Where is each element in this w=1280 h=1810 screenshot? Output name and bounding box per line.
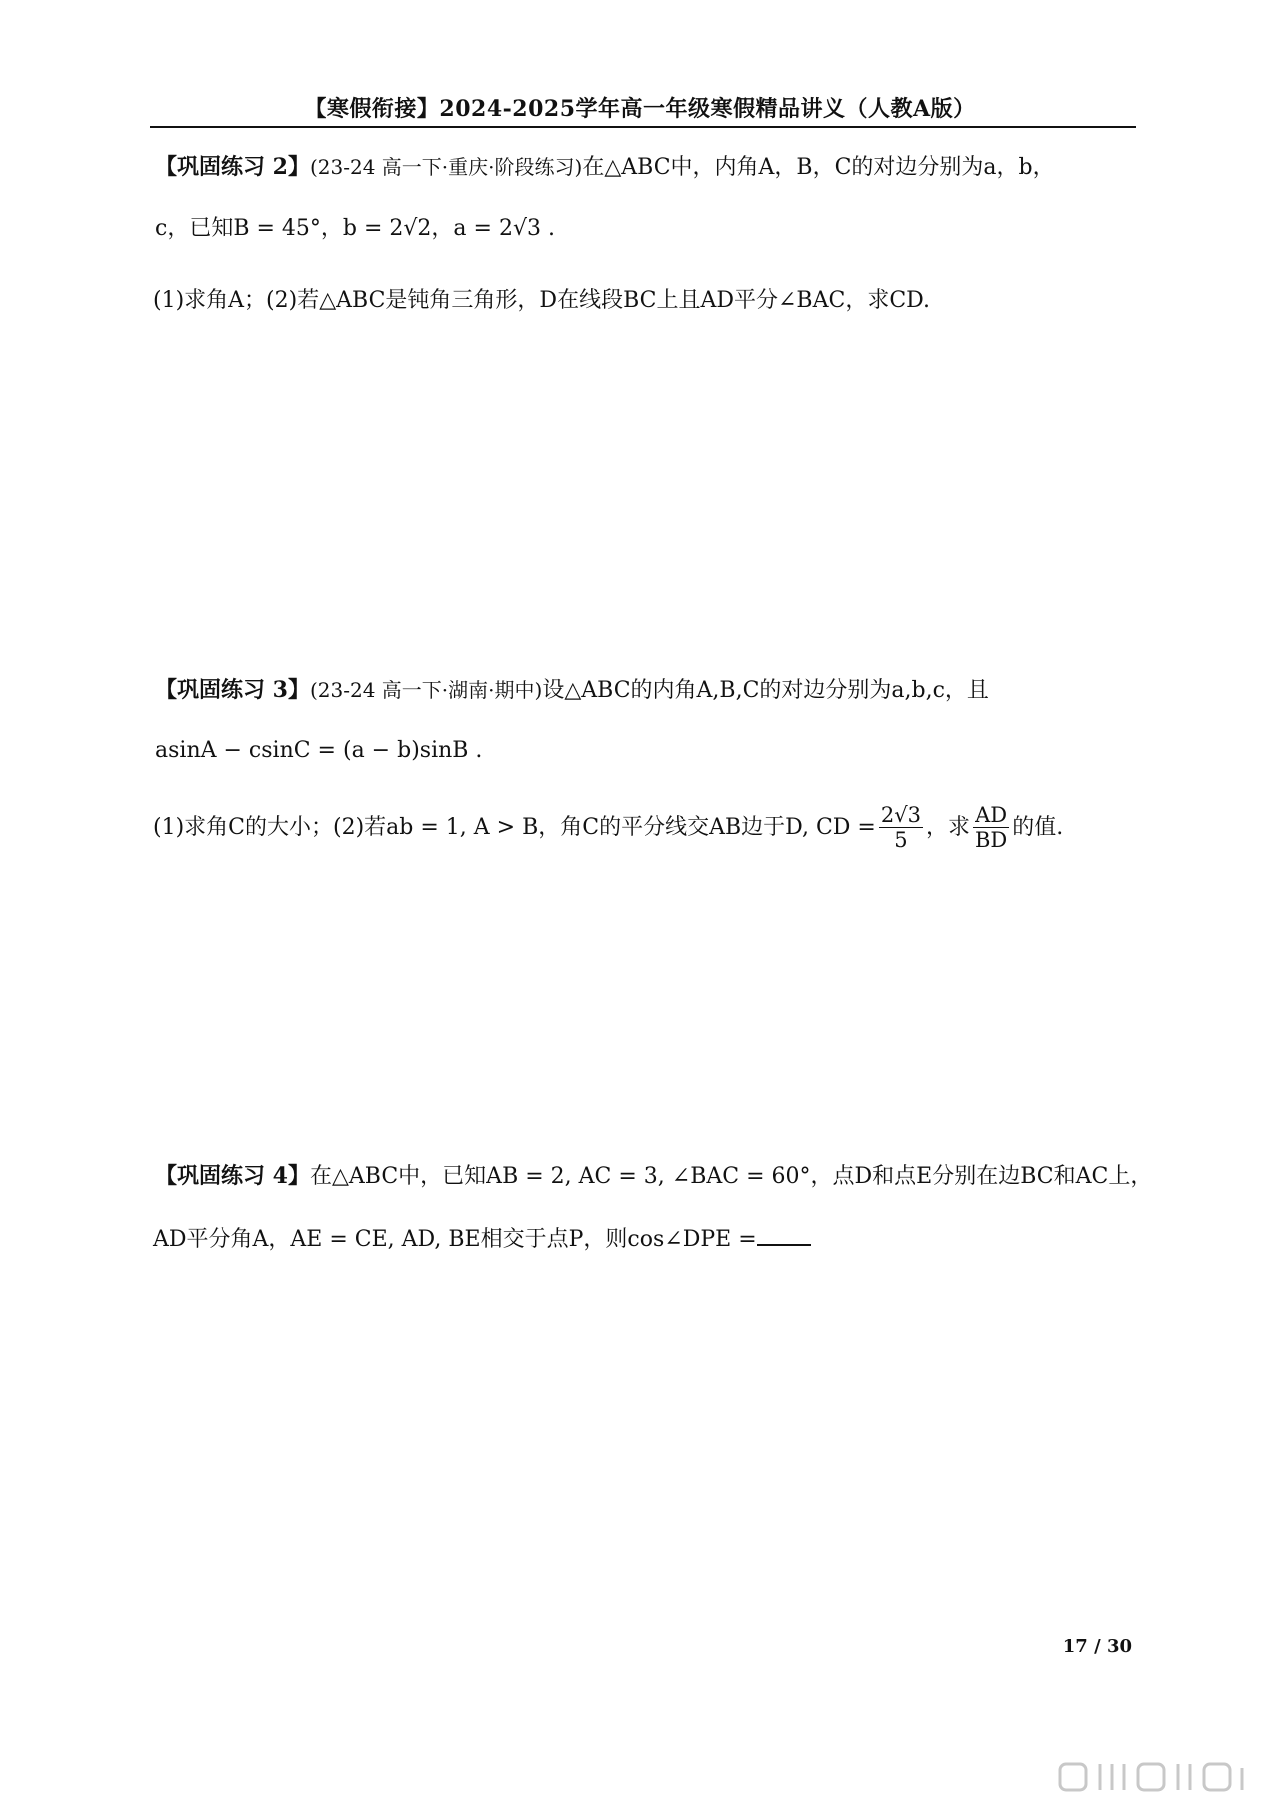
- exercise-3-parts-b: ，求: [925, 814, 970, 840]
- exercise-2-line-1: [155, 156, 1055, 179]
- exercise-3-source: (23-24 高一下·湖南·期中): [309, 678, 543, 702]
- answer-blank: [757, 1226, 811, 1246]
- exercise-3-parts-a: (1)求角C的大小；(2)若ab = 1, A > B，角C的平分线交AB边于D, CD =: [153, 814, 876, 840]
- exercise-2-tag: 【巩固练习 2】: [155, 154, 310, 180]
- exercise-3-tag: 【巩固练习 3】: [155, 677, 310, 703]
- fraction-ad-bd: [973, 803, 1009, 852]
- exercise-3-stem-1: 设△ABC的内角A,B,C的对边分别为a,b,c，且: [542, 678, 989, 703]
- exercise-3-parts: [153, 803, 1063, 852]
- exercise-2-parts: (1)求角A；(2)若△ABC是钝角三角形，D在线段BC上且AD平分∠BAC，求CD.: [153, 288, 931, 313]
- exercise-4-stem-1: 在△ABC中，已知AB = 2, AC = 3, ∠BAC = 60°，点D和点E分别在边BC和AC上，: [309, 1164, 1153, 1189]
- watermark-logo: [1056, 1758, 1252, 1796]
- exercise-2-stem-1: 在△ABC中，内角A，B，C的对边分别为a，b，: [582, 155, 1055, 180]
- exercise-4-stem-2: AD平分角A，AE = CE, AD, BE相交于点P，则cos∠DPE =: [153, 1227, 757, 1252]
- fraction-cd-denominator: 5: [894, 828, 908, 853]
- exercise-2-source: (23-24 高一下·重庆·阶段练习): [309, 155, 583, 179]
- exercise-3-stem-2: asinA − csinC = (a − b)sinB .: [155, 738, 483, 763]
- fraction-cd: [879, 803, 923, 852]
- page-number: 17 / 30: [1062, 1636, 1132, 1657]
- exercise-4-tag: 【巩固练习 4】: [155, 1163, 310, 1189]
- header-rule: [150, 126, 1136, 128]
- exercise-4-line-2: [153, 1226, 811, 1251]
- exercise-3-line-1: [155, 679, 989, 702]
- page-header: 【寒假衔接】2024-2025学年高一年级寒假精品讲义（人教A版）: [304, 96, 976, 122]
- fraction-ad-bd-numerator: AD: [975, 803, 1008, 827]
- exercise-4-line-1: [155, 1165, 1152, 1188]
- exercise-3-parts-c: 的值.: [1012, 814, 1064, 840]
- fraction-ad-bd-denominator: BD: [975, 828, 1008, 853]
- fraction-cd-numerator: 2√3: [880, 803, 921, 827]
- exercise-2-stem-2: c，已知B = 45°，b = 2√2，a = 2√3 .: [155, 216, 555, 241]
